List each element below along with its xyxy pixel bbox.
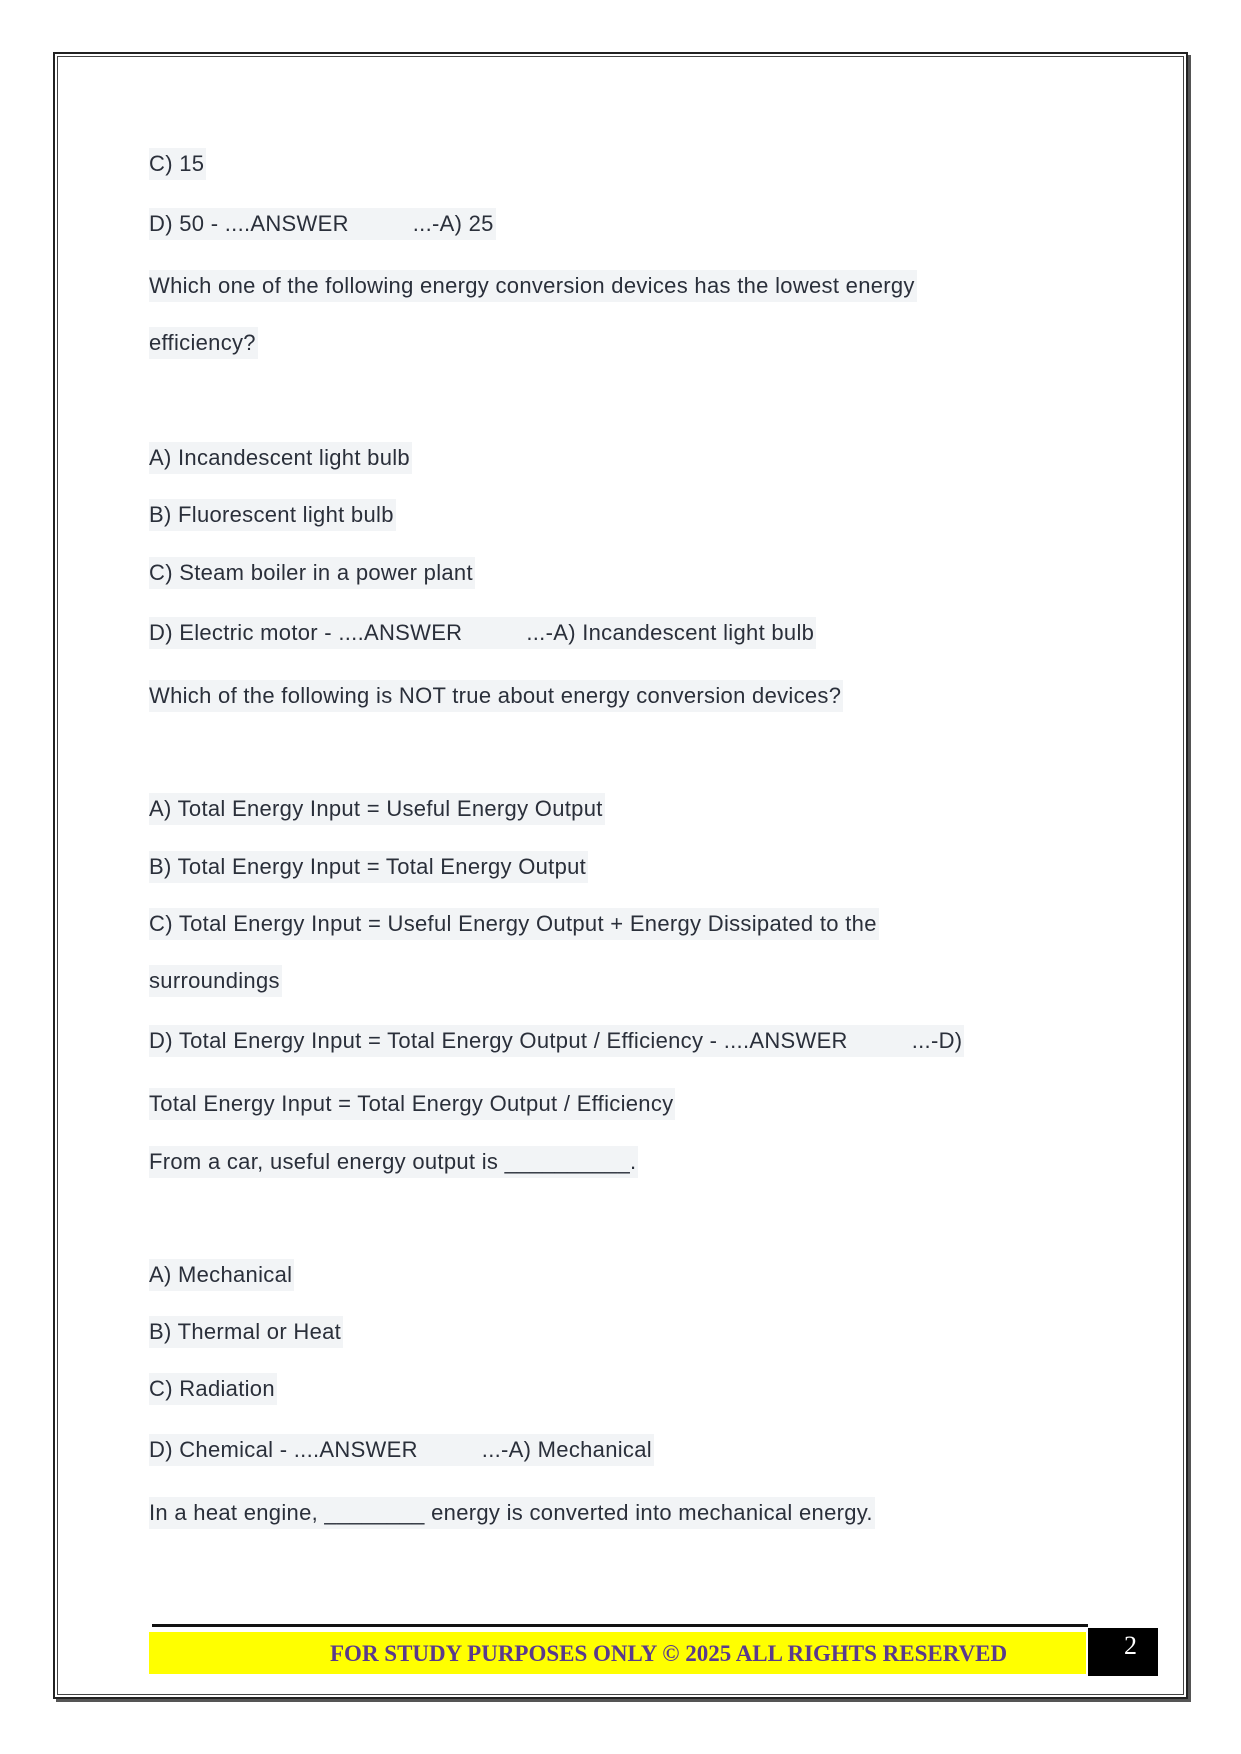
- option-a-useful-output: A) Total Energy Input = Useful Energy Output: [149, 793, 605, 825]
- option-b-fluorescent: B) Fluorescent light bulb: [149, 499, 396, 531]
- option-d-electric-motor-answer: D) Electric motor - ....ANSWER ...-A) Incandescent light bulb: [149, 617, 816, 649]
- option-c-steam-boiler: C) Steam boiler in a power plant: [149, 557, 475, 589]
- question-heat-engine: In a heat engine, ________ energy is converted into mechanical energy.: [149, 1497, 875, 1529]
- option-c-radiation: C) Radiation: [149, 1373, 277, 1405]
- question-car-output: From a car, useful energy output is __________.: [149, 1146, 638, 1178]
- question-lowest-efficiency-cont: efficiency?: [149, 327, 258, 359]
- option-d-chemical-answer: D) Chemical - ....ANSWER ...-A) Mechanical: [149, 1434, 654, 1466]
- option-c-15: C) 15: [149, 148, 206, 180]
- footer-notice: FOR STUDY PURPOSES ONLY © 2025 ALL RIGHTS RESERVED: [330, 1641, 1008, 1666]
- option-d-efficiency-answer: D) Total Energy Input = Total Energy Output / Efficiency - ....ANSWER ...-D): [149, 1025, 964, 1057]
- option-b-thermal: B) Thermal or Heat: [149, 1316, 343, 1348]
- option-c-dissipated-cont: surroundings: [149, 965, 282, 997]
- option-a-incandescent: A) Incandescent light bulb: [149, 442, 412, 474]
- option-a-mechanical: A) Mechanical: [149, 1259, 294, 1291]
- footer-rule: [152, 1624, 1088, 1627]
- option-d-50-answer: D) 50 - ....ANSWER ...-A) 25: [149, 208, 496, 240]
- option-b-total-output: B) Total Energy Input = Total Energy Output: [149, 851, 588, 883]
- page-number: 2: [1124, 1631, 1137, 1660]
- option-c-dissipated: C) Total Energy Input = Useful Energy Output + Energy Dissipated to the: [149, 908, 879, 940]
- answer-efficiency-formula: Total Energy Input = Total Energy Output / Efficiency: [149, 1088, 675, 1120]
- question-not-true: Which of the following is NOT true about energy conversion devices?: [149, 680, 843, 712]
- question-lowest-efficiency: Which one of the following energy conversion devices has the lowest energy: [149, 270, 917, 302]
